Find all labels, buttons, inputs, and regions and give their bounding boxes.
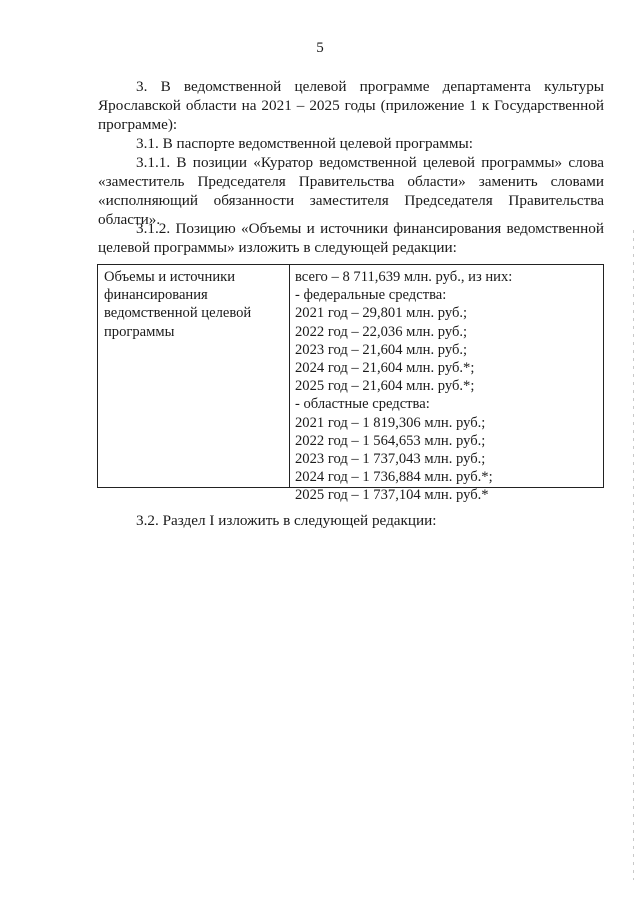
cell-line: финансирования — [104, 287, 208, 304]
text-line: «исполняющий обязанности заместителя Председателя Правительства — [98, 192, 604, 209]
paragraph-3-1: 3.1. В паспорте ведомственной целевой программы: — [136, 135, 473, 152]
text-line: 3.1.2. Позицию «Объемы и источники финансирования ведомственной — [136, 220, 604, 237]
cell-line: ведомственной целевой — [104, 305, 252, 322]
text-line: области». — [98, 211, 161, 228]
cell-line: 2023 год – 21,604 млн. руб.; — [295, 341, 468, 358]
text-line: Ярославской области на 2021 – 2025 годы (приложение 1 к Государственной — [98, 97, 604, 114]
cell-line: 2024 год – 1 736,884 млн. руб.*; — [295, 469, 493, 486]
text-line: «заместитель Председателя Правительства области» заменить словами — [98, 173, 604, 190]
scan-edge-mark — [633, 230, 634, 880]
text-line: целевой программы» изложить в следующей редакции: — [98, 239, 457, 256]
cell-line: 2021 год – 1 819,306 млн. руб.; — [295, 414, 486, 431]
text-line: 3.1.1. В позиции «Куратор ведомственной целевой программы» слова — [136, 154, 604, 171]
table-right-cell — [295, 268, 512, 504]
cell-line: Объемы и источники — [104, 269, 236, 285]
text-line: программе): — [98, 116, 178, 133]
cell-line: - федеральные средства: — [295, 287, 447, 304]
cell-line: 2025 год – 1 737,104 млн. руб.* — [295, 487, 489, 504]
table-column-divider — [289, 265, 290, 487]
cell-line: всего – 8 711,639 млн. руб., из них: — [295, 269, 513, 285]
cell-line: программы — [104, 323, 175, 340]
cell-line: 2022 год – 22,036 млн. руб.; — [295, 323, 468, 340]
table-left-cell — [104, 268, 251, 341]
cell-line: - областные средства: — [295, 396, 430, 413]
text-line: 3. В ведомственной целевой программе департамента культуры — [136, 78, 604, 95]
cell-line: 2023 год – 1 737,043 млн. руб.; — [295, 450, 486, 467]
cell-line: 2025 год – 21,604 млн. руб.*; — [295, 378, 475, 395]
page-number: 5 — [316, 40, 324, 56]
cell-line: 2021 год – 29,801 млн. руб.; — [295, 305, 468, 322]
cell-line: 2024 год – 21,604 млн. руб.*; — [295, 359, 475, 376]
financing-table — [97, 264, 604, 504]
cell-line: 2022 год – 1 564,653 млн. руб.; — [295, 432, 486, 449]
paragraph-3-2: 3.2. Раздел I изложить в следующей редакции: — [136, 512, 437, 529]
